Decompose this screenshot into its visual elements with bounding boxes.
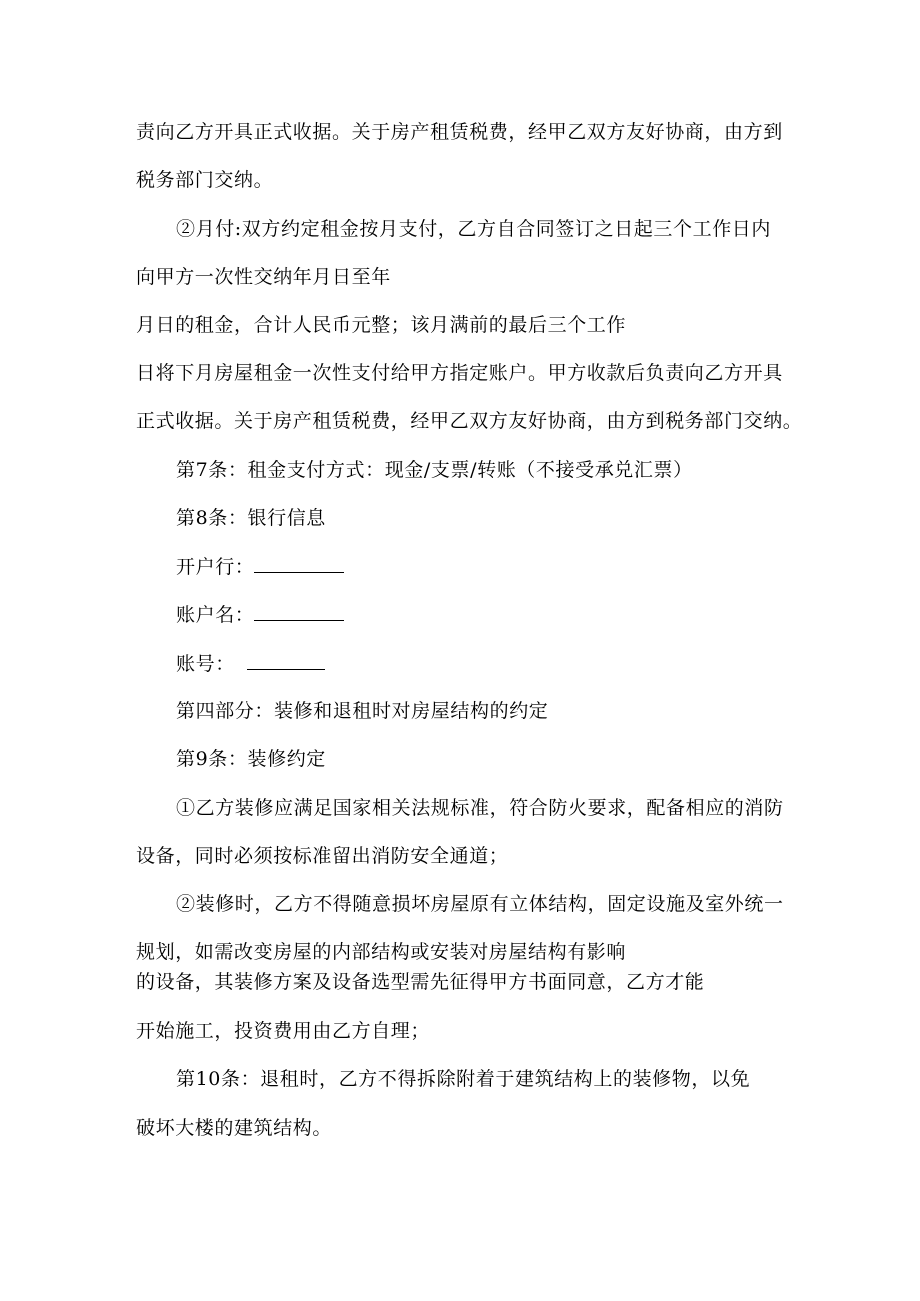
paragraph-line: 月日的租金，合计人民币元整；该月满前的最后三个工作 — [136, 314, 627, 336]
paragraph-line: 日将下月房屋租金一次性支付给甲方指定账户。甲方收款后负责向乙方开具 — [136, 362, 783, 384]
paragraph-line: ①乙方装修应满足国家相关法规标准，符合防火要求，配备相应的消防 — [176, 797, 784, 819]
account-number-label: 账号： — [176, 653, 235, 675]
paragraph-line: 设备，同时必须按标准留出消防安全通道； — [136, 845, 509, 867]
paragraph-line: 破坏大楼的建筑结构。 — [136, 1117, 333, 1139]
bank-name-row — [176, 554, 344, 579]
paragraph-line: 税务部门交纳。 — [136, 169, 274, 191]
account-number-blank — [247, 651, 325, 670]
paragraph-line: 向甲方一次性交纳年月日至年 — [136, 266, 391, 288]
bank-name-blank — [254, 554, 344, 573]
paragraph-line: ②月付:双方约定租金按月支付，乙方自合同签订之日起三个工作日内 — [176, 218, 772, 240]
paragraph-line: 规划，如需改变房屋的内部结构或安装对房屋结构有影响 — [136, 941, 627, 963]
part-4-heading: 第四部分：装修和退租时对房屋结构的约定 — [176, 700, 549, 722]
paragraph-line: 的设备，其装修方案及设备选型需先征得甲方书面同意，乙方才能 — [136, 971, 705, 993]
paragraph-line: 正式收据。关于房产租赁税费，经甲乙双方友好协商，由方到税务部门交纳。 — [136, 410, 803, 432]
paragraph-line: 开始施工，投资费用由乙方自理； — [136, 1020, 431, 1042]
article-9-heading: 第9条：装修约定 — [176, 748, 326, 770]
article-8-heading: 第8条：银行信息 — [176, 507, 326, 529]
article-7-heading: 第7条：租金支付方式：现金/支票/转账（不接受承兑汇票） — [176, 459, 693, 481]
paragraph-line: 责向乙方开具正式收据。关于房产租赁税费，经甲乙双方友好协商，由方到 — [136, 121, 783, 143]
account-name-blank — [254, 602, 344, 621]
paragraph-line: ②装修时，乙方不得随意损坏房屋原有立体结构，固定设施及室外统一 — [176, 893, 784, 915]
account-name-row — [176, 602, 344, 627]
account-name-label: 账户名： — [176, 604, 255, 626]
article-10-line: 第10条：退租时，乙方不得拆除附着于建筑结构上的装修物，以免 — [176, 1068, 751, 1090]
bank-name-label: 开户行： — [176, 556, 255, 578]
account-number-row — [176, 651, 325, 676]
